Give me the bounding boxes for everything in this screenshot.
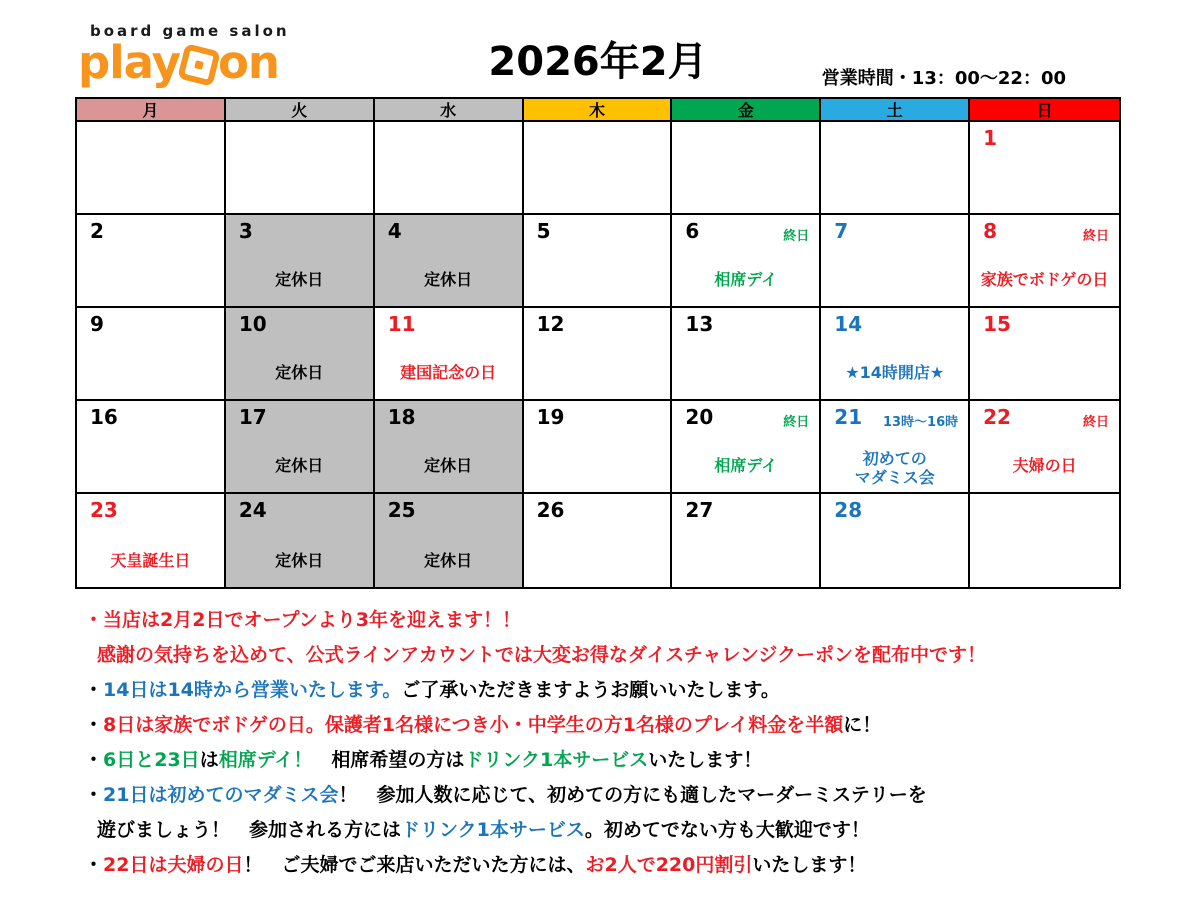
day-cell-22 xyxy=(970,401,1119,494)
note-segment: 6日と23日 xyxy=(103,749,200,771)
note-segment: ・ xyxy=(84,714,104,736)
note-segment: 相席デイ！ xyxy=(218,749,313,771)
logo-text-play: play xyxy=(78,36,180,89)
weekday-header-火: 火 xyxy=(226,99,375,122)
weekday-header-金: 金 xyxy=(672,99,821,122)
note-segment: 14日は14時から営業いたします。 xyxy=(103,679,402,701)
note-segment: ！ 参加人数に応じて、初めての方にも適したマーダーミステリーを xyxy=(338,784,927,806)
note-segment: ・当店は2月2日でオープンより3年を迎えます！！ xyxy=(84,609,521,631)
calendar-table xyxy=(75,97,1121,589)
day-cell-20 xyxy=(672,401,821,494)
note-segment: 感謝の気持ちを込めて、公式ラインアカウントでは大変お得なダイスチャレンジクーポンを配布中です！ xyxy=(97,644,987,666)
date-number: 17 xyxy=(238,405,267,429)
note-segment: ドリンク1本サービス xyxy=(464,749,649,771)
day-cell-25 xyxy=(375,494,524,587)
date-number: 14 xyxy=(834,312,863,336)
date-number: 7 xyxy=(834,219,849,243)
day-cell-28 xyxy=(821,494,970,587)
note-segment: ・ xyxy=(84,784,104,806)
date-number: 13 xyxy=(685,312,714,336)
day-cell-9 xyxy=(77,308,226,401)
event-time-label: 13時～16時 xyxy=(882,415,959,430)
note-segment: いたします！ xyxy=(752,854,867,876)
note-segment: 8日は家族でボドゲの日。保護者1名様につき小・中学生の方1名様のプレイ料金を半額 xyxy=(103,714,844,736)
event-label: 定休日 xyxy=(275,550,324,570)
note-segment: は xyxy=(199,749,219,771)
note-segment: 21日は初めてのマダミス会 xyxy=(103,784,339,806)
day-cell-8 xyxy=(970,215,1119,308)
event-label: 定休日 xyxy=(424,550,473,570)
date-number: 5 xyxy=(536,219,551,243)
note-segment: お2人で220円割引 xyxy=(585,854,753,876)
calendar-grid xyxy=(77,122,1119,587)
date-number: 8 xyxy=(983,219,998,243)
date-number: 11 xyxy=(387,312,416,336)
event-time-label: 終日 xyxy=(783,415,810,430)
date-number: 12 xyxy=(536,312,565,336)
logo-subtitle: board game salon xyxy=(90,22,290,40)
note-line xyxy=(84,741,986,776)
event-label: 定休日 xyxy=(424,269,473,289)
note-segment: ！ ご夫婦でご来店いただいた方には、 xyxy=(243,854,586,876)
day-cell-17 xyxy=(226,401,375,494)
event-label: 建国記念の日 xyxy=(400,362,497,382)
day-cell-27 xyxy=(672,494,821,587)
event-label: 天皇誕生日 xyxy=(110,550,191,570)
note-line xyxy=(84,846,986,881)
note-segment: ドリンク1本サービス xyxy=(401,819,585,841)
day-cell-14 xyxy=(821,308,970,401)
event-label: 相席デイ xyxy=(714,269,778,289)
day-cell-21 xyxy=(821,401,970,494)
day-cell-empty xyxy=(77,122,226,215)
event-label: 初めての マダミス会 xyxy=(854,448,935,487)
note-line xyxy=(84,636,986,671)
note-line xyxy=(84,776,986,811)
day-cell-2 xyxy=(77,215,226,308)
day-cell-empty xyxy=(375,122,524,215)
day-cell-empty xyxy=(226,122,375,215)
day-cell-13 xyxy=(672,308,821,401)
date-number: 23 xyxy=(90,498,118,522)
event-label: 定休日 xyxy=(275,362,324,382)
day-cell-10 xyxy=(226,308,375,401)
date-number: 3 xyxy=(238,219,253,243)
date-number: 25 xyxy=(387,498,416,522)
note-line xyxy=(84,671,986,706)
date-number: 6 xyxy=(685,219,700,243)
event-time-label: 終日 xyxy=(1082,415,1109,430)
date-number: 15 xyxy=(983,312,1011,336)
date-number: 21 xyxy=(834,405,863,429)
date-number: 10 xyxy=(238,312,267,336)
note-segment: ・ xyxy=(84,679,104,701)
day-cell-15 xyxy=(970,308,1119,401)
logo-text-on: on xyxy=(217,36,279,89)
day-cell-24 xyxy=(226,494,375,587)
day-cell-12 xyxy=(524,308,673,401)
event-label: 家族でボドゲの日 xyxy=(980,269,1109,289)
day-cell-11 xyxy=(375,308,524,401)
date-number: 20 xyxy=(685,405,714,429)
date-number: 27 xyxy=(685,498,714,522)
date-number: 19 xyxy=(536,405,565,429)
weekday-header-月: 月 xyxy=(77,99,226,122)
weekday-header-木: 木 xyxy=(524,99,673,122)
event-label: 相席デイ xyxy=(714,455,778,475)
day-cell-empty xyxy=(821,122,970,215)
day-cell-3 xyxy=(226,215,375,308)
note-segment: いたします！ xyxy=(648,749,763,771)
weekday-header-土: 土 xyxy=(821,99,970,122)
note-segment: に！ xyxy=(843,714,882,736)
event-label: 定休日 xyxy=(275,269,324,289)
date-number: 26 xyxy=(536,498,565,522)
day-cell-19 xyxy=(524,401,673,494)
weekday-header-水: 水 xyxy=(375,99,524,122)
day-cell-18 xyxy=(375,401,524,494)
note-segment: 遊びましょう！ 参加される方には xyxy=(97,819,402,841)
event-label: 定休日 xyxy=(275,455,324,475)
event-label: 定休日 xyxy=(424,455,473,475)
event-label: 夫婦の日 xyxy=(1012,455,1077,475)
note-line xyxy=(84,811,986,846)
note-segment: ご了承いただきますようお願いいたします。 xyxy=(401,679,780,701)
date-number: 4 xyxy=(387,219,402,243)
date-number: 1 xyxy=(983,126,998,150)
weekday-header-日: 日 xyxy=(970,99,1119,122)
date-number: 2 xyxy=(90,219,104,243)
weekday-header-row xyxy=(77,99,1119,122)
date-number: 18 xyxy=(387,405,416,429)
note-segment: ・ xyxy=(84,749,104,771)
page-title: 2026年2月 xyxy=(488,39,708,85)
note-segment: ・ xyxy=(84,854,104,876)
date-number: 24 xyxy=(238,498,267,522)
date-number: 16 xyxy=(90,405,118,429)
day-cell-empty xyxy=(672,122,821,215)
day-cell-4 xyxy=(375,215,524,308)
day-cell-16 xyxy=(77,401,226,494)
day-cell-6 xyxy=(672,215,821,308)
day-cell-empty xyxy=(524,122,673,215)
event-time-label: 終日 xyxy=(783,229,810,244)
day-cell-23 xyxy=(77,494,226,587)
date-number: 22 xyxy=(983,405,1011,429)
note-segment: 。初めてでない方も大歓迎です！ xyxy=(584,819,870,841)
date-number: 9 xyxy=(90,312,104,336)
day-cell-empty xyxy=(970,494,1119,587)
event-time-label: 終日 xyxy=(1082,229,1109,244)
note-line xyxy=(84,601,986,636)
note-segment: 相席希望の方は xyxy=(312,749,465,771)
day-cell-5 xyxy=(524,215,673,308)
note-segment: 22日は夫婦の日 xyxy=(103,854,244,876)
date-number: 28 xyxy=(834,498,863,522)
day-cell-7 xyxy=(821,215,970,308)
event-label: ★14時開店★ xyxy=(845,362,945,382)
business-hours: 営業時間・13：00～22：00 xyxy=(821,68,1066,89)
day-cell-1 xyxy=(970,122,1119,215)
note-line xyxy=(84,706,986,741)
day-cell-26 xyxy=(524,494,673,587)
notes-section xyxy=(84,601,986,881)
